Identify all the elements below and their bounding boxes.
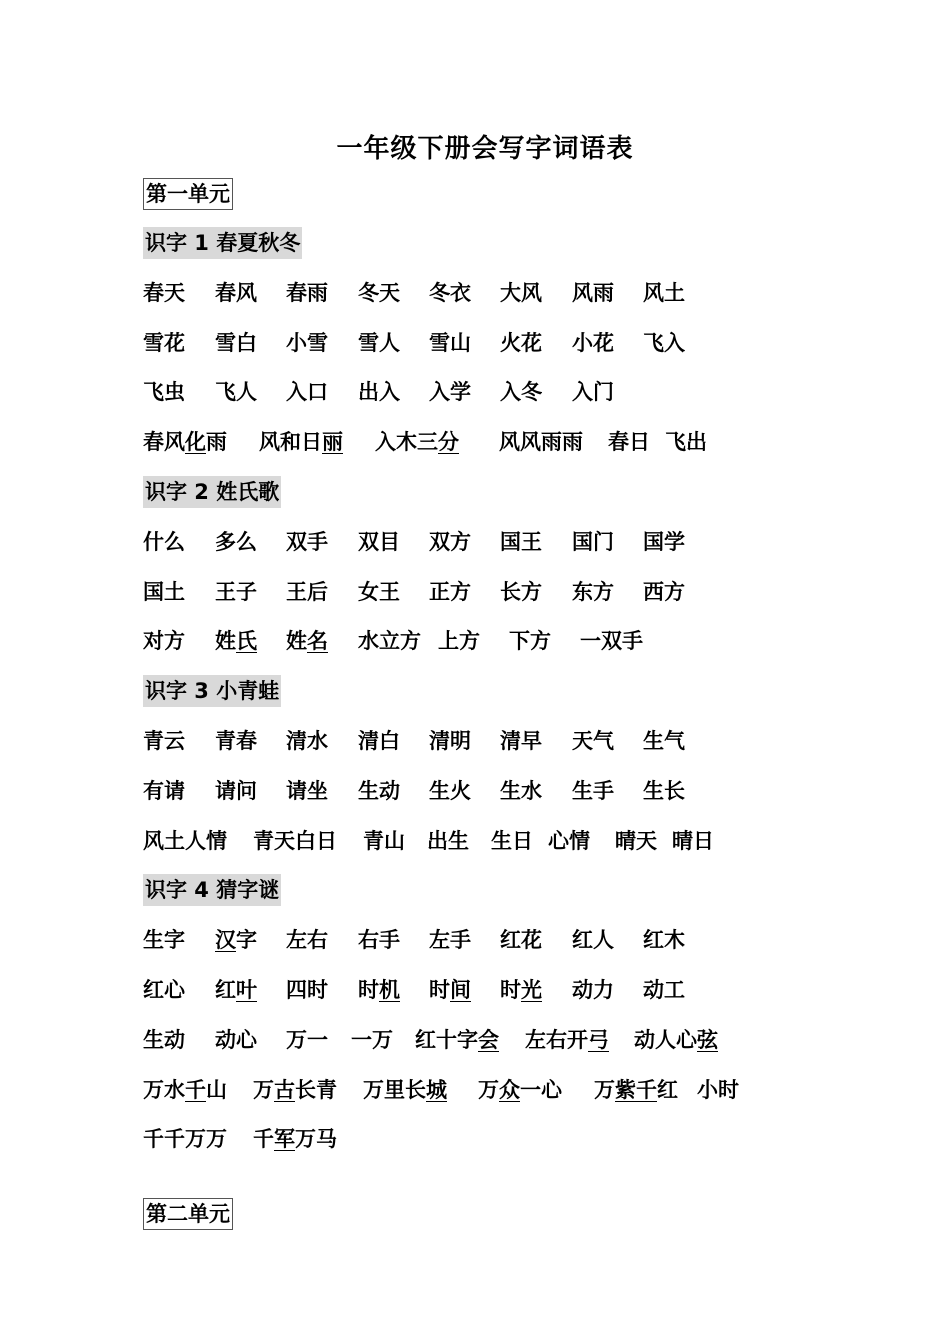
underlined-char: 古 — [274, 1078, 295, 1102]
word-item: 国土 — [143, 580, 185, 604]
word-item: 红十字会 — [415, 1028, 499, 1052]
word-item: 生水 — [500, 779, 542, 803]
word-item: 左右 — [286, 928, 328, 952]
word-item: 国王 — [500, 530, 542, 554]
underlined-char: 会 — [478, 1028, 499, 1052]
word-item: 生日 — [491, 829, 533, 853]
lesson-heading: 识字 2 姓氏歌 — [143, 476, 281, 508]
page-title: 一年级下册会写字词语表 — [336, 134, 634, 164]
word-item: 请坐 — [286, 779, 328, 803]
underlined-char: 城 — [426, 1078, 447, 1102]
word-item: 女王 — [358, 580, 400, 604]
word-item: 万紫千红 — [594, 1078, 678, 1102]
word-item: 飞入 — [643, 331, 685, 355]
word-item: 心情 — [548, 829, 590, 853]
word-item: 火花 — [500, 331, 542, 355]
word-item: 千千万万 — [143, 1127, 227, 1151]
word-item: 入学 — [429, 380, 471, 404]
word-item: 汉字 — [215, 928, 257, 952]
word-item: 风风雨雨 — [499, 430, 583, 454]
word-item: 上方 — [438, 629, 480, 653]
word-item: 动人心弦 — [634, 1028, 718, 1052]
word-item: 万一 — [286, 1028, 328, 1052]
word-item: 雪山 — [429, 331, 471, 355]
word-item: 红花 — [500, 928, 542, 952]
word-item: 生长 — [643, 779, 685, 803]
word-item: 晴日 — [672, 829, 714, 853]
word-item: 时间 — [429, 978, 471, 1002]
word-item: 请问 — [215, 779, 257, 803]
word-item: 清水 — [286, 729, 328, 753]
underlined-char: 丽 — [322, 430, 343, 454]
word-item: 王后 — [286, 580, 328, 604]
word-item: 王子 — [215, 580, 257, 604]
underlined-char: 间 — [450, 978, 471, 1002]
word-item: 红心 — [143, 978, 185, 1002]
word-item: 风雨 — [572, 281, 614, 305]
word-item: 姓氏 — [215, 629, 257, 653]
word-item: 红木 — [643, 928, 685, 952]
word-item: 春日 — [608, 430, 650, 454]
word-item: 西方 — [643, 580, 685, 604]
word-item: 雪人 — [358, 331, 400, 355]
word-item: 生手 — [572, 779, 614, 803]
word-item: 入冬 — [500, 380, 542, 404]
word-item: 水立方 — [358, 629, 421, 653]
underlined-char: 名 — [307, 629, 328, 653]
word-item: 正方 — [429, 580, 471, 604]
unit-heading: 第二单元 — [143, 1198, 233, 1230]
word-item: 入口 — [286, 380, 328, 404]
word-item: 千军万马 — [253, 1127, 337, 1151]
word-item: 左手 — [429, 928, 471, 952]
unit-heading: 第一单元 — [143, 178, 233, 210]
word-item: 万水千山 — [143, 1078, 227, 1102]
word-item: 清早 — [500, 729, 542, 753]
word-item: 雪花 — [143, 331, 185, 355]
word-item: 时机 — [358, 978, 400, 1002]
underlined-char: 千 — [185, 1078, 206, 1102]
word-item: 风和日丽 — [259, 430, 343, 454]
word-item: 飞出 — [665, 430, 707, 454]
underlined-char: 光 — [521, 978, 542, 1002]
underlined-char: 紫千 — [615, 1078, 657, 1102]
word-item: 姓名 — [286, 629, 328, 653]
underlined-char: 汉 — [215, 928, 236, 952]
lesson-heading: 识字 3 小青蛙 — [143, 675, 281, 707]
word-item: 万古长青 — [253, 1078, 337, 1102]
word-item: 动心 — [215, 1028, 257, 1052]
word-item: 生动 — [143, 1028, 185, 1052]
word-item: 晴天 — [615, 829, 657, 853]
word-item: 东方 — [572, 580, 614, 604]
word-item: 小时 — [697, 1078, 739, 1102]
word-item: 春雨 — [286, 281, 328, 305]
word-item: 生字 — [143, 928, 185, 952]
word-item: 生动 — [358, 779, 400, 803]
word-item: 入门 — [572, 380, 614, 404]
word-item: 四时 — [286, 978, 328, 1002]
word-item: 国门 — [572, 530, 614, 554]
word-item: 万里长城 — [363, 1078, 447, 1102]
word-item: 入木三分 — [375, 430, 459, 454]
word-item: 红人 — [572, 928, 614, 952]
word-item: 一万 — [351, 1028, 393, 1052]
word-item: 国学 — [643, 530, 685, 554]
word-item: 天气 — [572, 729, 614, 753]
word-item: 多么 — [215, 530, 257, 554]
word-item: 出生 — [427, 829, 469, 853]
word-item: 小雪 — [286, 331, 328, 355]
underlined-char: 弓 — [588, 1028, 609, 1052]
word-item: 清明 — [429, 729, 471, 753]
underlined-char: 弦 — [697, 1028, 718, 1052]
word-item: 冬衣 — [429, 281, 471, 305]
word-item: 红叶 — [215, 978, 257, 1002]
underlined-char: 化 — [185, 430, 206, 454]
word-item: 对方 — [143, 629, 185, 653]
word-item: 生气 — [643, 729, 685, 753]
word-item: 什么 — [143, 530, 185, 554]
word-item: 时光 — [500, 978, 542, 1002]
word-item: 动力 — [572, 978, 614, 1002]
word-item: 风土 — [643, 281, 685, 305]
lesson-heading: 识字 1 春夏秋冬 — [143, 227, 302, 259]
word-item: 飞人 — [215, 380, 257, 404]
word-item: 青春 — [215, 729, 257, 753]
word-item: 春风化雨 — [143, 430, 227, 454]
word-item: 双手 — [286, 530, 328, 554]
word-item: 下方 — [509, 629, 551, 653]
underlined-char: 机 — [379, 978, 400, 1002]
word-item: 冬天 — [358, 281, 400, 305]
word-item: 长方 — [500, 580, 542, 604]
word-item: 左右开弓 — [525, 1028, 609, 1052]
word-item: 雪白 — [215, 331, 257, 355]
lesson-heading: 识字 4 猜字谜 — [143, 874, 281, 906]
word-item: 出入 — [358, 380, 400, 404]
underlined-char: 分 — [438, 430, 459, 454]
word-item: 春天 — [143, 281, 185, 305]
word-item: 风土人情 — [143, 829, 227, 853]
word-item: 双目 — [358, 530, 400, 554]
underlined-char: 氏 — [236, 629, 257, 653]
word-item: 小花 — [572, 331, 614, 355]
word-item: 青天白日 — [253, 829, 337, 853]
word-item: 一双手 — [580, 629, 643, 653]
word-item: 青云 — [143, 729, 185, 753]
word-item: 大风 — [500, 281, 542, 305]
word-item: 清白 — [358, 729, 400, 753]
underlined-char: 叶 — [236, 978, 257, 1002]
word-item: 春风 — [215, 281, 257, 305]
underlined-char: 众 — [499, 1078, 520, 1102]
word-item: 生火 — [429, 779, 471, 803]
word-item: 有请 — [143, 779, 185, 803]
word-item: 青山 — [363, 829, 405, 853]
word-item: 飞虫 — [143, 380, 185, 404]
word-item: 万众一心 — [478, 1078, 562, 1102]
word-item: 动工 — [643, 978, 685, 1002]
word-item: 右手 — [358, 928, 400, 952]
underlined-char: 军 — [274, 1127, 295, 1151]
word-item: 双方 — [429, 530, 471, 554]
